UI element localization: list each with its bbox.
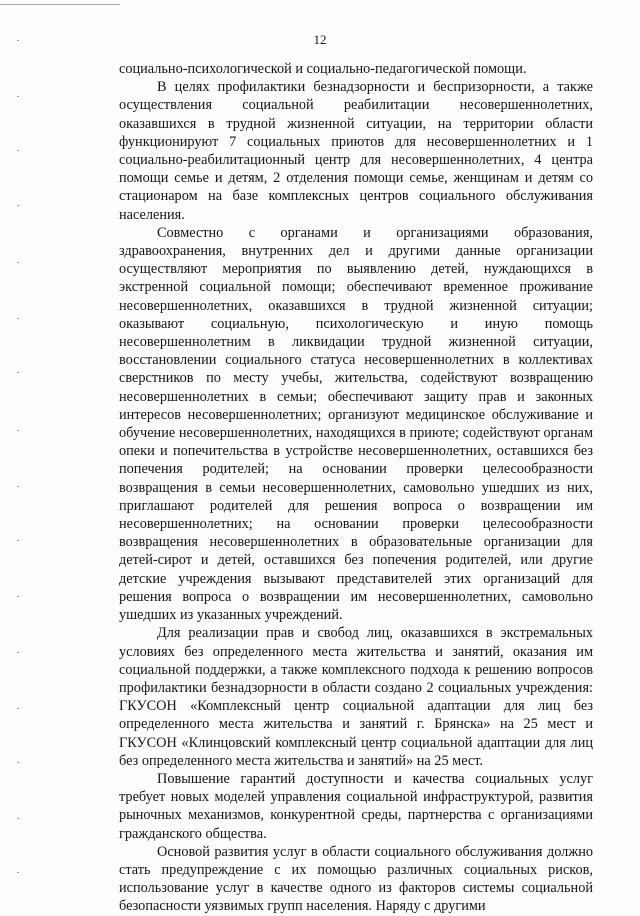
page-number: 12 — [313, 32, 327, 47]
paragraph-continuation: социально-психологической и социально-педагогической помощи. — [119, 61, 527, 77]
left-margin-marks — [0, 0, 42, 905]
paragraph-prevention-institutions: В целях профилактики безнадзорности и беспризорности, а также осуществления социальной реабилитации несовершеннолетних, оказавшихся в трудной жизненной ситуации, на территории области функционируют 7 социальных приютов для несовершеннолетних и 1 социально-реабилитационный центр для несовершеннолетних, 4 центра помощи семье и детям, 2 отделения помощи семье, женщинам и детям со стационаром на базе комплексных центров социального обслуживания населения. — [119, 79, 593, 223]
paragraph-homeless-support: Для реализации прав и свобод лиц, оказавшихся в экстремальных условиях без определенного места жительства и занятий, оказания им социальной поддержки, а также комплексного подхода к решению вопросов профилактики безнадзорности в области создано 2 социальных учреждения: ГКУСОН «Комплексный центр социальной адаптации для лиц без определенного места жительства и занятий г. Брянска» на 25 мест и ГКУСОН «Клинцовский комплексный центр социальной адаптации для лиц без определенного места жительства и занятий» на 25 мест. — [119, 625, 593, 769]
document-body — [119, 60, 593, 916]
paragraph-service-guarantees: Повышение гарантий доступности и качества социальных услуг требует новых моделей управления социальной инфраструктурой, развития рыночных механизмов, конкурентной среды, партнерства с организациями гражданского общества. — [119, 770, 593, 842]
paragraph-joint-activities: Совместно с органами и организациями образования, здравоохранения, внутренних дел и другими данные организации осуществляют мероприятия по выявлению детей, нуждающихся в экстренной социальной помощи; обеспечивают временное проживание несовершеннолетних, оказавшихся в трудной жизненной ситуации; оказывают социальную, психологическую и иную помощь несовершеннолетним в ликвидации трудной жизненной ситуации, восстановлении социального статуса несовершеннолетних в коллективах сверстников по месту учебы, жительства, содействуют возвращению несовершеннолетних в семьи; обеспечивают защиту прав и законных интересов несовершеннолетних; организуют медицинское обслуживание и обучение несовершеннолетних, находящихся в приюте; содействуют органам опеки и попечительства в устройстве несовершеннолетних, оставшихся без попечения родителей; на основании проверки целесообразности возвращения в семьи несовершеннолетних, самовольно ушедших из них, приглашают родителей для решения вопроса о возвращении им несовершеннолетних; на основании проверки целесообразности возвращения несовершеннолетних в образовательные организации для детей-сирот и детей, оставшихся без попечения родителей, или другие детские учреждения вызывают представителей этих организаций для решения вопроса о возвращении им несовершеннолетних, самовольно ушедших из указанных учреждений. — [119, 224, 593, 624]
paragraph-social-risks: Основой развития услуг в области социального обслуживания должно стать предупреждение с их помощью различных социальных рисков, использование услуг в качестве одного из факторов системы социальной безопасности уязвимых групп населения. Наряду с другими — [119, 843, 593, 915]
